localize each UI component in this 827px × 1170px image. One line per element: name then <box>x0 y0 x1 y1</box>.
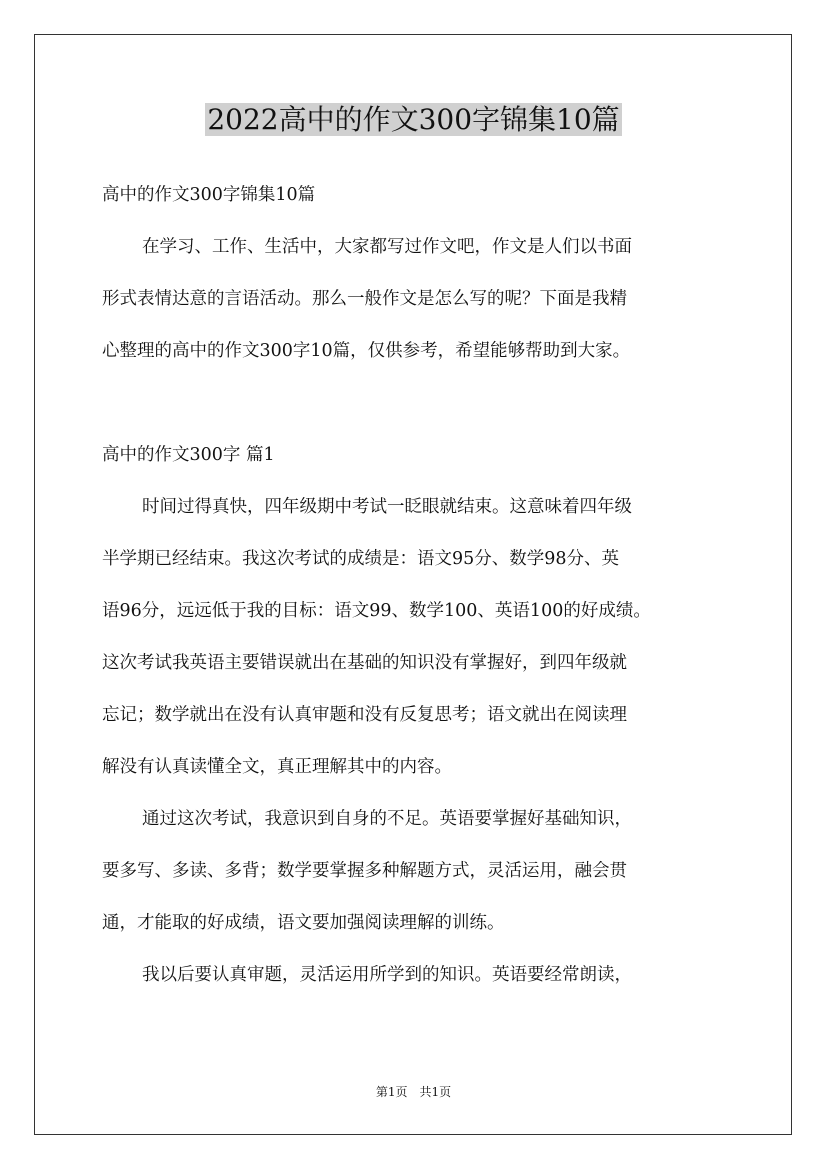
subtitle: 高中的作文300字锦集10篇 <box>102 185 316 205</box>
page-footer <box>0 1083 827 1101</box>
page-number: 第1页 共1页 <box>375 1085 452 1099</box>
paragraph-line: 我以后要认真审题，灵活运用所学到的知识。英语要经常朗读， <box>142 965 632 985</box>
paragraph-line: 忘记；数学就出在没有认真审题和没有反复思考；语文就出在阅读理 <box>102 705 627 725</box>
intro-line: 形式表情达意的言语活动。那么一般作文是怎么写的呢？下面是我精 <box>102 289 627 309</box>
paragraph-line: 解没有认真读懂全文，真正理解其中的内容。 <box>102 757 452 777</box>
intro-line: 心整理的高中的作文300字10篇，仅供参考，希望能够帮助到大家。 <box>102 341 631 361</box>
paragraph-line: 时间过得真快，四年级期中考试一眨眼就结束。这意味着四年级 <box>142 497 632 517</box>
blank-line <box>102 388 736 440</box>
document-title <box>0 100 827 140</box>
section-heading: 高中的作文300字 篇1 <box>102 445 275 465</box>
paragraph-line: 通，才能取的好成绩，语文要加强阅读理解的训练。 <box>102 913 505 933</box>
document-body <box>102 180 736 1012</box>
paragraph-line: 这次考试我英语主要错误就出在基础的知识没有掌握好，到四年级就 <box>102 653 627 673</box>
paragraph-line: 通过这次考试，我意识到自身的不足。英语要掌握好基础知识， <box>142 809 632 829</box>
paragraph-line: 半学期已经结束。我这次考试的成绩是：语文95分、数学98分、英 <box>102 549 620 569</box>
paragraph-line: 语96分，远远低于我的目标：语文99、数学100、英语100的好成绩。 <box>102 601 651 621</box>
document-title-text: 2022高中的作文300字锦集10篇 <box>207 103 620 136</box>
intro-line: 在学习、工作、生活中，大家都写过作文吧，作文是人们以书面 <box>142 237 632 257</box>
paragraph-line: 要多写、多读、多背；数学要掌握多种解题方式，灵活运用，融会贯 <box>102 861 627 881</box>
